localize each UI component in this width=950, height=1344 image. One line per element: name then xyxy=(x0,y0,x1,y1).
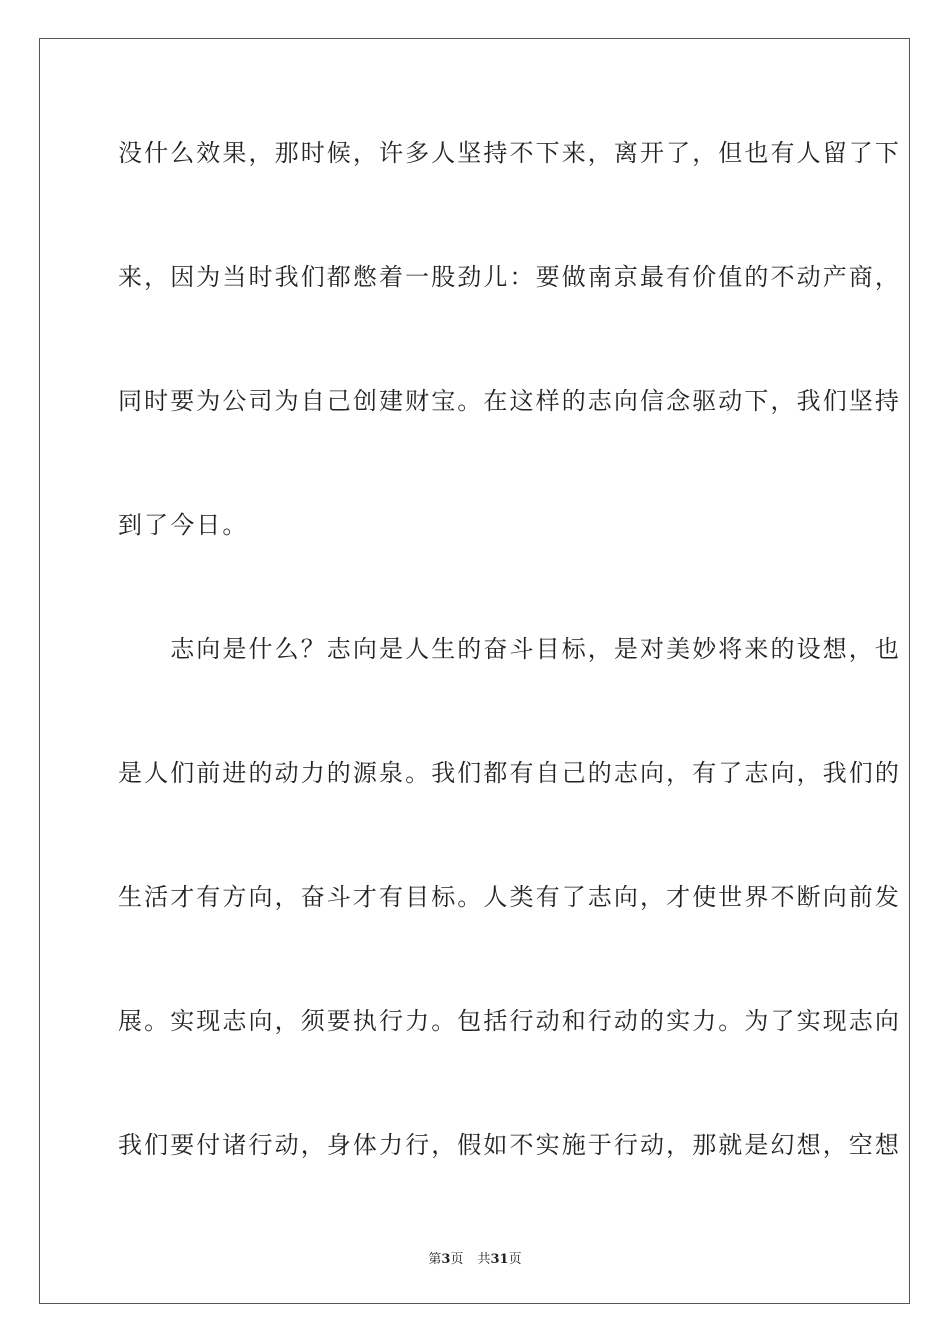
body-text-line: 同时要为公司为自己创建财宝。在这样的志向信念驱动下，我们坚持 xyxy=(118,387,901,415)
total-label-suffix: 页 xyxy=(508,1252,522,1267)
total-label-prefix: 共 xyxy=(477,1252,491,1267)
body-text-line: 没什么效果，那时候，许多人坚持不下来，离开了，但也有人留了下 xyxy=(118,139,901,167)
body-text-line: 是人们前进的动力的源泉。我们都有自己的志向，有了志向，我们的 xyxy=(118,759,901,787)
body-text-line: 我们要付诸行动，身体力行，假如不实施于行动，那就是幻想，空想 xyxy=(118,1131,901,1159)
total-pages: 31 xyxy=(490,1252,509,1267)
body-text-line: 生活才有方向，奋斗才有目标。人类有了志向，才使世界不断向前发 xyxy=(118,883,901,911)
body-text-line: 来，因为当时我们都憋着一股劲儿：要做南京最有价值的不动产商， xyxy=(118,263,901,291)
page-footer xyxy=(0,1248,950,1267)
page-number: 3 xyxy=(441,1252,451,1267)
body-text-line: 到了今日。 xyxy=(118,511,249,539)
body-text-line: 展。实现志向，须要执行力。包括行动和行动的实力。为了实现志向 xyxy=(118,1007,901,1035)
page-label-suffix: 页 xyxy=(450,1252,464,1267)
page-label-prefix: 第 xyxy=(428,1252,442,1267)
body-text-line: 志向是什么？志向是人生的奋斗目标，是对美妙将来的设想，也 xyxy=(118,635,901,663)
page-border xyxy=(39,38,910,1304)
